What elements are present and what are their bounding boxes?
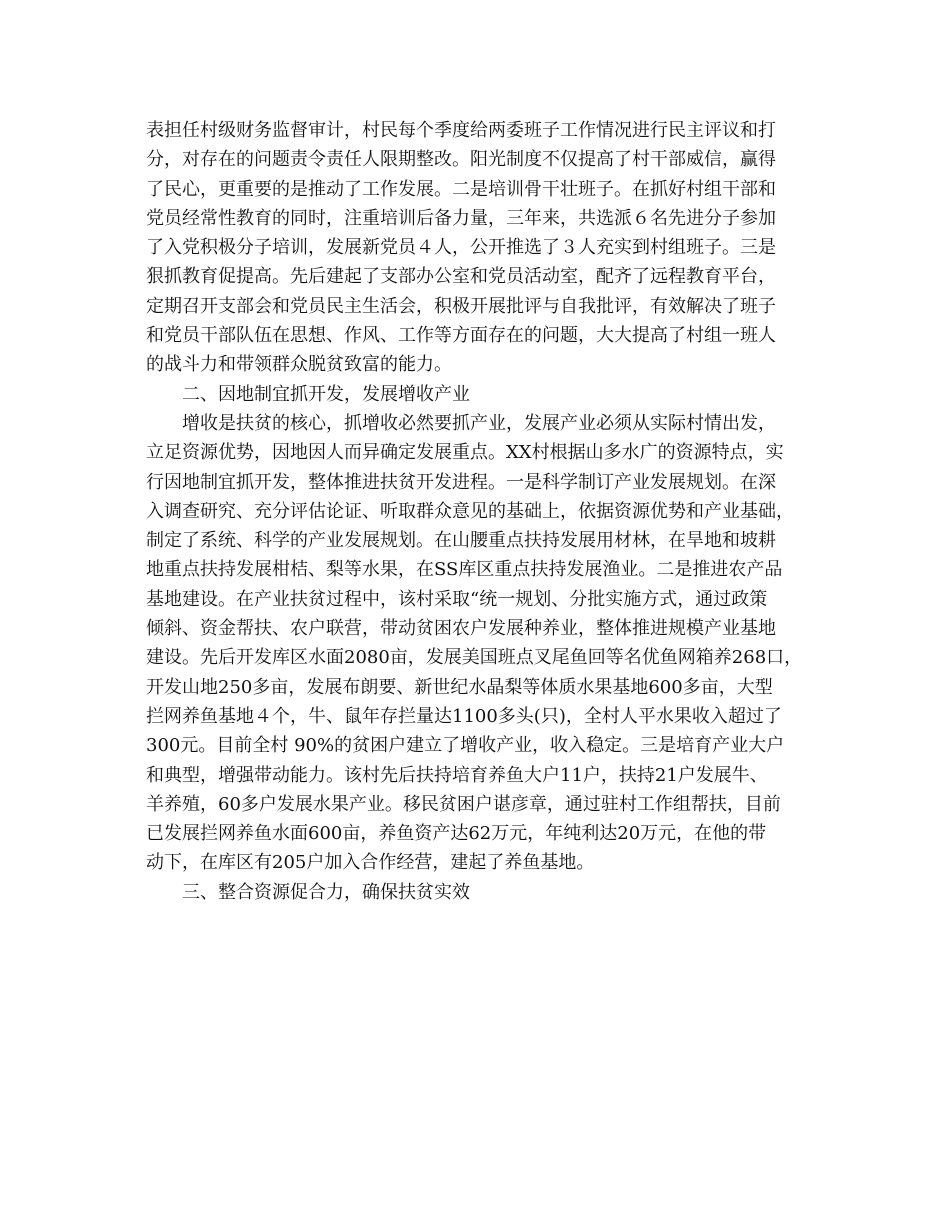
paragraph-line: 的战斗力和带领群众脱贫致富的能力。 bbox=[146, 354, 452, 376]
paragraph-line-indented: 三、整合资源促合力，确保扶贫实效 bbox=[182, 881, 470, 903]
paragraph-line: 狠抓教育促提高。先后建起了支部办公室和党员活动室，配齐了远程教育平台， bbox=[146, 266, 776, 288]
paragraph-line: 地重点扶持发展柑桔、梨等水果，在SS库区重点扶持发展渔业。二是推进农产品 bbox=[146, 559, 783, 581]
paragraph-line-indented: 增收是扶贫的核心，抓增收必然要抓产业，发展产业必须从实际村情出发， bbox=[182, 412, 776, 434]
paragraph-line: 了入党积极分子培训，发展新党员４人，公开推选了３人充实到村组班子。三是 bbox=[146, 237, 776, 259]
document-body bbox=[146, 116, 806, 907]
paragraph-line: 定期召开支部会和党员民主生活会，积极开展批评与自我批评，有效解决了班子 bbox=[146, 295, 776, 317]
paragraph-line: 表担任村级财务监督审计，村民每个季度给两委班子工作情况进行民主评议和打 bbox=[146, 120, 776, 141]
paragraph-line: 和典型，增强带动能力。该村先后扶持培育养鱼大户11户，扶持21户发展牛、 bbox=[146, 764, 768, 786]
paragraph-line: 动下，在库区有205户加入合作经营，建起了养鱼基地。 bbox=[146, 852, 595, 874]
paragraph-line: 了民心，更重要的是推动了工作发展。二是培训骨干壮班子。在抓好村组干部和 bbox=[146, 178, 776, 200]
paragraph-line: 入调查研究、充分评估论证、听取群众意见的基础上，依据资源优势和产业基础， bbox=[146, 500, 794, 522]
paragraph-line: 分，对存在的问题责令责任人限期整改。阳光制度不仅提高了村干部威信，赢得 bbox=[146, 149, 776, 171]
paragraph-line: 倾斜、资金帮扶、农户联营，带动贫困农户发展种养业，整体推进规模产业基地 bbox=[146, 618, 776, 640]
paragraph-line: 拦网养鱼基地４个，牛、鼠年存拦量达1100多头(只)，全村人平水果收入超过了 bbox=[146, 705, 782, 727]
paragraph-line-indented: 二、因地制宜抓开发，发展增收产业 bbox=[182, 383, 470, 405]
paragraph-line: 制定了系统、科学的产业发展规划。在山腰重点扶持发展用材林，在旱地和坡耕 bbox=[146, 530, 776, 552]
paragraph-line: 羊养殖，60多户发展水果产业。移民贫困户谌彦章，通过驻村工作组帮扶，目前 bbox=[146, 793, 781, 815]
paragraph-line: 建设。先后开发库区水面2080亩，发展美国班点叉尾鱼回等名优鱼网箱养268口， bbox=[146, 647, 803, 669]
paragraph-line: 基地建设。在产业扶贫过程中，该村采取“统一规划、分批实施方式，通过政策 bbox=[146, 588, 768, 610]
paragraph-line: 开发山地250多亩，发展布朗要、新世纪水晶梨等体质水果基地600多亩，大型 bbox=[146, 676, 773, 698]
paragraph-line: 行因地制宜抓开发，整体推进扶贫开发进程。一是科学制订产业发展规划。在深 bbox=[146, 471, 776, 493]
paragraph-line: 立足资源优势，因地因人而异确定发展重点。XX村根据山多水广的资源特点，实 bbox=[146, 442, 784, 464]
paragraph-line: 已发展拦网养鱼水面600亩，养鱼资产达62万元，年纯利达20万元，在他的带 bbox=[146, 823, 767, 845]
paragraph-line: 党员经常性教育的同时，注重培训后备力量，三年来，共选派６名先进分子参加 bbox=[146, 207, 776, 229]
paragraph-line: 和党员干部队伍在思想、作风、工作等方面存在的问题，大大提高了村组一班人 bbox=[146, 325, 776, 347]
paragraph-line: 300元。目前全村 90%的贫困户建立了增收产业，收入稳定。三是培育产业大户 bbox=[146, 735, 785, 757]
